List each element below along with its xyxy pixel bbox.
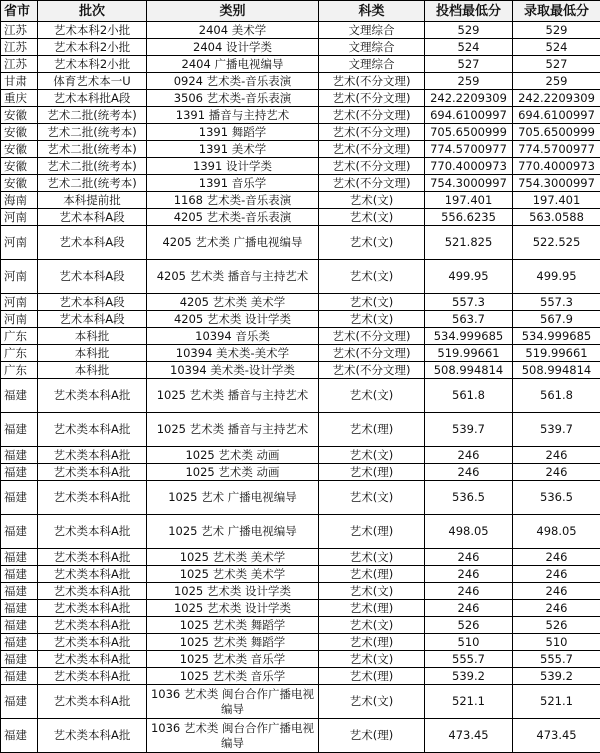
cell-province: 安徽 (1, 141, 38, 158)
cell-subject: 艺术(不分文理) (319, 141, 425, 158)
cell-min-file-score: 246 (425, 600, 513, 617)
cell-min-admit-score: 529 (513, 22, 600, 39)
cell-subject: 艺术(文) (319, 192, 425, 209)
cell-subject: 文理综合 (319, 39, 425, 56)
table-row (1, 124, 600, 141)
cell-province: 河南 (1, 209, 38, 226)
cell-min-admit-score: 539.2 (513, 668, 600, 685)
cell-subject: 艺术(文) (319, 447, 425, 464)
cell-min-file-score: 521.825 (425, 226, 513, 260)
cell-min-file-score: 705.6500999 (425, 124, 513, 141)
cell-province: 福建 (1, 447, 38, 464)
cell-min-file-score: 539.7 (425, 413, 513, 447)
cell-min-admit-score: 557.3 (513, 294, 600, 311)
cell-category: 1025 艺术类 美术学 (147, 549, 319, 566)
cell-min-file-score: 499.95 (425, 260, 513, 294)
cell-min-file-score: 242.2209309 (425, 90, 513, 107)
cell-min-admit-score: 473.45 (513, 719, 600, 753)
table-row (1, 22, 600, 39)
cell-subject: 艺术(文) (319, 481, 425, 515)
cell-min-file-score: 774.5700977 (425, 141, 513, 158)
cell-category: 2404 设计学类 (147, 39, 319, 56)
cell-subject: 艺术(不分文理) (319, 345, 425, 362)
cell-province: 河南 (1, 294, 38, 311)
header-min-admit-score: 录取最低分 (513, 1, 600, 22)
cell-province: 福建 (1, 583, 38, 600)
cell-min-admit-score: 539.7 (513, 413, 600, 447)
cell-province: 福建 (1, 668, 38, 685)
cell-min-admit-score: 499.95 (513, 260, 600, 294)
table-row (1, 209, 600, 226)
cell-subject: 艺术(文) (319, 209, 425, 226)
cell-batch: 艺术类本科A批 (38, 668, 147, 685)
cell-batch: 艺术本科2小批 (38, 56, 147, 73)
cell-min-admit-score: 522.525 (513, 226, 600, 260)
cell-province: 河南 (1, 226, 38, 260)
cell-batch: 艺术类本科A批 (38, 719, 147, 753)
cell-category: 4205 艺术类 设计学类 (147, 311, 319, 328)
cell-batch: 本科批 (38, 328, 147, 345)
cell-category: 1025 艺术类 动画 (147, 464, 319, 481)
cell-province: 广东 (1, 362, 38, 379)
cell-min-file-score: 694.6100997 (425, 107, 513, 124)
cell-min-admit-score: 246 (513, 600, 600, 617)
cell-min-file-score: 259 (425, 73, 513, 90)
cell-category: 1025 艺术类 舞蹈学 (147, 634, 319, 651)
cell-min-file-score: 510 (425, 634, 513, 651)
cell-min-file-score: 556.6235 (425, 209, 513, 226)
cell-subject: 艺术(文) (319, 379, 425, 413)
table-row (1, 328, 600, 345)
cell-category: 1391 舞蹈学 (147, 124, 319, 141)
cell-category: 4205 艺术类 播音与主持艺术 (147, 260, 319, 294)
cell-batch: 艺术类本科A批 (38, 566, 147, 583)
cell-min-file-score: 561.8 (425, 379, 513, 413)
cell-subject: 文理综合 (319, 22, 425, 39)
cell-batch: 本科批 (38, 362, 147, 379)
cell-category: 1025 艺术类 舞蹈学 (147, 617, 319, 634)
cell-batch: 艺术二批(统考本) (38, 175, 147, 192)
cell-min-admit-score: 246 (513, 464, 600, 481)
cell-batch: 艺术类本科A批 (38, 413, 147, 447)
cell-category: 1168 艺术类-音乐表演 (147, 192, 319, 209)
cell-subject: 艺术(文) (319, 311, 425, 328)
table-row (1, 617, 600, 634)
cell-province: 福建 (1, 413, 38, 447)
cell-batch: 艺术类本科A批 (38, 600, 147, 617)
cell-min-admit-score: 705.6500999 (513, 124, 600, 141)
cell-category: 4205 艺术类 广播电视编导 (147, 226, 319, 260)
cell-province: 江苏 (1, 22, 38, 39)
cell-min-admit-score: 567.9 (513, 311, 600, 328)
cell-batch: 艺术类本科A批 (38, 634, 147, 651)
cell-min-file-score: 197.401 (425, 192, 513, 209)
cell-category: 3506 艺术类-音乐表演 (147, 90, 319, 107)
cell-min-file-score: 539.2 (425, 668, 513, 685)
cell-min-admit-score: 561.8 (513, 379, 600, 413)
header-row (1, 1, 600, 22)
cell-category: 1025 艺术类 设计学类 (147, 600, 319, 617)
cell-category: 1036 艺术类 闽台合作广播电视编导 (147, 719, 319, 753)
cell-province: 福建 (1, 481, 38, 515)
table-row (1, 158, 600, 175)
cell-province: 安徽 (1, 175, 38, 192)
table-row (1, 107, 600, 124)
table-row (1, 141, 600, 158)
cell-min-file-score: 536.5 (425, 481, 513, 515)
cell-category: 1391 设计学类 (147, 158, 319, 175)
cell-subject: 艺术(理) (319, 634, 425, 651)
table-row (1, 362, 600, 379)
table-row (1, 447, 600, 464)
cell-min-admit-score: 498.05 (513, 515, 600, 549)
cell-province: 甘肃 (1, 73, 38, 90)
cell-min-admit-score: 259 (513, 73, 600, 90)
cell-subject: 艺术(理) (319, 464, 425, 481)
cell-province: 福建 (1, 515, 38, 549)
cell-category: 1391 美术学 (147, 141, 319, 158)
cell-province: 安徽 (1, 107, 38, 124)
cell-batch: 体育艺术本一U (38, 73, 147, 90)
cell-province: 福建 (1, 719, 38, 753)
cell-min-admit-score: 519.99661 (513, 345, 600, 362)
header-province: 省市 (1, 1, 38, 22)
cell-subject: 艺术(不分文理) (319, 107, 425, 124)
table-row (1, 719, 600, 753)
table-row (1, 192, 600, 209)
cell-subject: 艺术(不分文理) (319, 158, 425, 175)
cell-subject: 艺术(文) (319, 294, 425, 311)
cell-province: 福建 (1, 651, 38, 668)
cell-min-admit-score: 521.1 (513, 685, 600, 719)
cell-min-file-score: 473.45 (425, 719, 513, 753)
cell-category: 1025 艺术类 播音与主持艺术 (147, 413, 319, 447)
cell-subject: 艺术(不分文理) (319, 90, 425, 107)
cell-min-admit-score: 754.3000997 (513, 175, 600, 192)
cell-batch: 艺术类本科A批 (38, 617, 147, 634)
cell-min-file-score: 526 (425, 617, 513, 634)
cell-category: 1025 艺术 广播电视编导 (147, 515, 319, 549)
cell-subject: 艺术(文) (319, 226, 425, 260)
cell-province: 河南 (1, 311, 38, 328)
cell-min-admit-score: 510 (513, 634, 600, 651)
table-row (1, 260, 600, 294)
cell-batch: 艺术类本科A批 (38, 515, 147, 549)
cell-batch: 本科提前批 (38, 192, 147, 209)
cell-subject: 艺术(理) (319, 600, 425, 617)
cell-province: 福建 (1, 617, 38, 634)
cell-subject: 艺术(理) (319, 719, 425, 753)
header-min-file-score: 投档最低分 (425, 1, 513, 22)
table-row (1, 90, 600, 107)
cell-min-file-score: 508.994814 (425, 362, 513, 379)
cell-subject: 艺术(理) (319, 668, 425, 685)
table-row (1, 549, 600, 566)
cell-category: 1391 音乐学 (147, 175, 319, 192)
table-row (1, 311, 600, 328)
cell-category: 1025 艺术 广播电视编导 (147, 481, 319, 515)
cell-batch: 艺术二批(统考本) (38, 141, 147, 158)
cell-batch: 艺术本科A段 (38, 209, 147, 226)
cell-province: 安徽 (1, 158, 38, 175)
cell-category: 0924 艺术类-音乐表演 (147, 73, 319, 90)
cell-min-admit-score: 770.4000973 (513, 158, 600, 175)
table-row (1, 668, 600, 685)
cell-min-admit-score: 524 (513, 39, 600, 56)
table-row (1, 226, 600, 260)
cell-subject: 艺术(不分文理) (319, 362, 425, 379)
cell-min-file-score: 524 (425, 39, 513, 56)
cell-batch: 艺术本科2小批 (38, 22, 147, 39)
cell-min-admit-score: 563.0588 (513, 209, 600, 226)
cell-subject: 艺术(文) (319, 260, 425, 294)
cell-min-file-score: 754.3000997 (425, 175, 513, 192)
cell-batch: 艺术类本科A批 (38, 549, 147, 566)
cell-subject: 艺术(理) (319, 413, 425, 447)
cell-min-admit-score: 536.5 (513, 481, 600, 515)
cell-min-file-score: 770.4000973 (425, 158, 513, 175)
cell-min-admit-score: 246 (513, 447, 600, 464)
cell-province: 重庆 (1, 90, 38, 107)
table-row (1, 379, 600, 413)
cell-category: 1391 播音与主持艺术 (147, 107, 319, 124)
table-row (1, 685, 600, 719)
cell-batch: 艺术类本科A批 (38, 685, 147, 719)
table-row (1, 73, 600, 90)
table-row (1, 583, 600, 600)
cell-province: 广东 (1, 345, 38, 362)
cell-province: 河南 (1, 260, 38, 294)
cell-province: 福建 (1, 464, 38, 481)
cell-batch: 艺术类本科A批 (38, 379, 147, 413)
cell-min-admit-score: 527 (513, 56, 600, 73)
cell-batch: 艺术本科批A段 (38, 90, 147, 107)
table-row (1, 566, 600, 583)
cell-min-file-score: 557.3 (425, 294, 513, 311)
cell-min-admit-score: 526 (513, 617, 600, 634)
table-row (1, 515, 600, 549)
cell-min-admit-score: 242.2209309 (513, 90, 600, 107)
cell-subject: 艺术(理) (319, 515, 425, 549)
table-body (1, 22, 600, 753)
cell-category: 1025 艺术类 播音与主持艺术 (147, 379, 319, 413)
cell-category: 4205 艺术类 美术学 (147, 294, 319, 311)
cell-min-admit-score: 694.6100997 (513, 107, 600, 124)
cell-category: 1025 艺术类 动画 (147, 447, 319, 464)
cell-batch: 艺术类本科A批 (38, 583, 147, 600)
cell-min-file-score: 246 (425, 447, 513, 464)
cell-batch: 艺术二批(统考本) (38, 124, 147, 141)
cell-subject: 艺术(文) (319, 651, 425, 668)
cell-min-file-score: 529 (425, 22, 513, 39)
table-row (1, 634, 600, 651)
table-row (1, 39, 600, 56)
table-row (1, 481, 600, 515)
cell-category: 2404 美术学 (147, 22, 319, 39)
cell-min-file-score: 498.05 (425, 515, 513, 549)
cell-min-file-score: 246 (425, 464, 513, 481)
header-subject: 科类 (319, 1, 425, 22)
cell-min-admit-score: 508.994814 (513, 362, 600, 379)
cell-batch: 艺术类本科A批 (38, 481, 147, 515)
cell-province: 广东 (1, 328, 38, 345)
cell-batch: 艺术类本科A批 (38, 447, 147, 464)
cell-min-file-score: 534.999685 (425, 328, 513, 345)
cell-min-admit-score: 534.999685 (513, 328, 600, 345)
cell-batch: 艺术二批(统考本) (38, 107, 147, 124)
cell-province: 福建 (1, 566, 38, 583)
cell-batch: 艺术本科A段 (38, 226, 147, 260)
cell-province: 福建 (1, 685, 38, 719)
cell-province: 福建 (1, 379, 38, 413)
cell-category: 4205 艺术类-音乐表演 (147, 209, 319, 226)
cell-subject: 艺术(不分文理) (319, 73, 425, 90)
cell-province: 福建 (1, 600, 38, 617)
cell-province: 安徽 (1, 124, 38, 141)
table-row (1, 175, 600, 192)
cell-min-admit-score: 555.7 (513, 651, 600, 668)
cell-min-file-score: 521.1 (425, 685, 513, 719)
table-row (1, 600, 600, 617)
cell-category: 1036 艺术类 闽台合作广播电视编导 (147, 685, 319, 719)
cell-subject: 艺术(文) (319, 549, 425, 566)
cell-province: 海南 (1, 192, 38, 209)
table-row (1, 464, 600, 481)
cell-province: 江苏 (1, 39, 38, 56)
cell-subject: 艺术(不分文理) (319, 328, 425, 345)
cell-category: 1025 艺术类 美术学 (147, 566, 319, 583)
table-row (1, 345, 600, 362)
cell-min-file-score: 555.7 (425, 651, 513, 668)
cell-min-admit-score: 246 (513, 549, 600, 566)
cell-batch: 艺术二批(统考本) (38, 158, 147, 175)
cell-min-file-score: 563.7 (425, 311, 513, 328)
cell-category: 10394 美术类-设计学类 (147, 362, 319, 379)
cell-batch: 艺术类本科A批 (38, 651, 147, 668)
header-category: 类别 (147, 1, 319, 22)
cell-subject: 文理综合 (319, 56, 425, 73)
table-row (1, 413, 600, 447)
cell-category: 1025 艺术类 音乐学 (147, 651, 319, 668)
cell-min-admit-score: 246 (513, 566, 600, 583)
cell-subject: 艺术(不分文理) (319, 175, 425, 192)
table-row (1, 294, 600, 311)
cell-batch: 艺术本科A段 (38, 260, 147, 294)
cell-min-admit-score: 246 (513, 583, 600, 600)
cell-batch: 艺术本科A段 (38, 311, 147, 328)
cell-min-file-score: 246 (425, 583, 513, 600)
header-batch: 批次 (38, 1, 147, 22)
cell-subject: 艺术(文) (319, 685, 425, 719)
cell-province: 福建 (1, 549, 38, 566)
cell-category: 1025 艺术类 音乐学 (147, 668, 319, 685)
table-row (1, 651, 600, 668)
cell-subject: 艺术(文) (319, 617, 425, 634)
cell-category: 10394 美术类-美术学 (147, 345, 319, 362)
cell-subject: 艺术(理) (319, 566, 425, 583)
cell-batch: 艺术本科2小批 (38, 39, 147, 56)
cell-batch: 艺术类本科A批 (38, 464, 147, 481)
cell-subject: 艺术(文) (319, 583, 425, 600)
cell-min-file-score: 527 (425, 56, 513, 73)
cell-category: 1025 艺术类 设计学类 (147, 583, 319, 600)
cell-category: 10394 音乐类 (147, 328, 319, 345)
cell-min-file-score: 519.99661 (425, 345, 513, 362)
cell-min-file-score: 246 (425, 549, 513, 566)
cell-min-admit-score: 774.5700977 (513, 141, 600, 158)
cell-province: 江苏 (1, 56, 38, 73)
cell-category: 2404 广播电视编导 (147, 56, 319, 73)
table-row (1, 56, 600, 73)
cell-min-file-score: 246 (425, 566, 513, 583)
cell-province: 福建 (1, 634, 38, 651)
cell-batch: 本科批 (38, 345, 147, 362)
cell-min-admit-score: 197.401 (513, 192, 600, 209)
cell-subject: 艺术(不分文理) (319, 124, 425, 141)
cell-batch: 艺术本科A段 (38, 294, 147, 311)
